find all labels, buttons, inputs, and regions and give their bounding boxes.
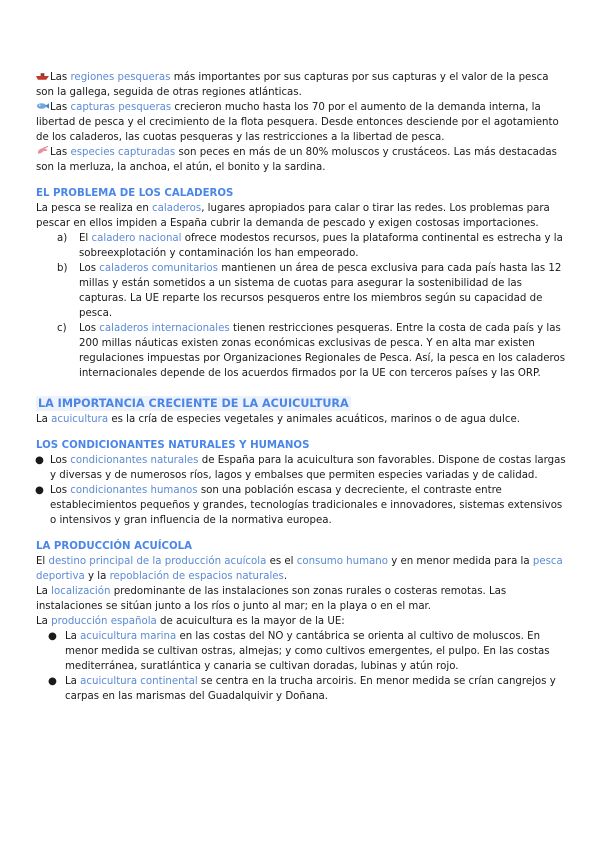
intro-paragraph-especies: Las especies capturadas son peces en más de un 80% moluscos y crustáceos. Las más destacadas son la merluza, la anchoa, el atún, el bonito y la sardina. xyxy=(36,147,557,173)
term-caladeros: caladeros xyxy=(152,203,202,214)
list-item: ● La acuicultura continental se centra en la trucha arcoiris. En menor medida se crían cangrejos y carpas en las marismas del Guadalquivir y Doñana. xyxy=(48,676,556,702)
heading-produccion-acuicola: LA PRODUCCIÓN ACUÍCOLA xyxy=(36,541,193,552)
bullet-dot: ● xyxy=(35,485,44,496)
term-repoblacion: repoblación de espacios naturales xyxy=(109,571,284,582)
term-localizacion: localización xyxy=(51,586,111,597)
term-condicionantes-humanos: condicionantes humanos xyxy=(70,485,198,496)
bullet-dot: ● xyxy=(48,676,57,687)
term-acuicultura-marina: acuicultura marina xyxy=(80,631,177,642)
term-destino-principal: destino principal de la producción acuícola xyxy=(48,556,267,567)
term-acuicultura-continental: acuicultura continental xyxy=(80,676,198,687)
intro-paragraph-capturas: Las capturas pesqueras crecieron mucho hasta los 70 por el aumento de la demanda interna, la libertad de pesca y el crecimiento de la flota pesquera. Desde entonces desciende por el agotamiento de los caladeros, las cuotas pesqueras y las restricciones a la libertad de pesca. xyxy=(36,102,559,143)
fishing-boat-icon xyxy=(36,71,49,81)
produccion-localizacion: La localización predominante de las instalaciones son zonas rurales o costeras remotas. Las instalaciones se sitúan junto a los ríos o junto al mar; en la playa o en el mar. xyxy=(36,586,507,612)
list-item: ● Los condicionantes humanos son una población escasa y decreciente, el contraste entre establecimientos pequeños y grandes, tecnologías tradicionales e innovadores, sistemas extensivos o intensivos y gran influencia de la normativa europea. xyxy=(35,485,563,526)
list-item: ● La acuicultura marina en las costas del NO y cantábrica se orienta al cultivo de moluscos. En menor medida se cultivan ostras, almejas; y como cultivos emergentes, el pulpo. En las costas mediterránea, suratlántica y canaria se cultivan doradas, lubinas y atún rojo. xyxy=(48,631,550,672)
term-especies-capturadas: especies capturadas xyxy=(70,147,176,158)
term-regiones-pesqueras: regiones pesqueras xyxy=(70,72,171,83)
caladeros-list xyxy=(36,231,568,381)
term-condicionantes-naturales: condicionantes naturales xyxy=(70,455,199,466)
produccion-espanola: La producción española de acuicultura es la mayor de la UE: xyxy=(36,616,345,627)
condicionantes-list xyxy=(36,453,568,528)
fish-icon xyxy=(36,101,49,111)
produccion-destino: El destino principal de la producción acuícola es el consumo humano y en menor medida para la pesca deportiva y la repoblación de espacios naturales. xyxy=(36,556,563,582)
term-capturas-pesqueras: capturas pesqueras xyxy=(70,102,172,113)
term-caladeros-comunitarios: caladeros comunitarios xyxy=(99,263,218,274)
caladeros-intro: La pesca se realiza en caladeros, lugares apropiados para calar o tirar las redes. Los problemas para pescar en ellos impiden a España cubrir la demanda de pescado y exigen costosas importaciones. xyxy=(36,203,550,229)
heading-condicionantes: LOS CONDICIONANTES NATURALES Y HUMANOS xyxy=(36,440,310,451)
list-marker: b) xyxy=(57,263,68,274)
term-pesca-deportiva: pesca deportiva xyxy=(36,556,563,582)
term-caladero-nacional: caladero nacional xyxy=(91,233,182,244)
term-caladeros-internacionales: caladeros internacionales xyxy=(99,323,230,334)
intro-paragraph-regiones: Las regiones pesqueras más importantes por sus capturas por sus capturas y el valor de la pesca son la gallega, seguida de otras regiones atlánticas. xyxy=(36,72,549,98)
produccion-list xyxy=(36,629,568,704)
term-acuicultura: acuicultura xyxy=(51,414,109,425)
list-marker: c) xyxy=(57,323,67,334)
list-item: ● Los condicionantes naturales de España para la acuicultura son favorables. Dispone de costas largas y diversas y de numerosos ríos, lagos y embalses que permiten especies variadas y de calidad. xyxy=(35,455,566,481)
list-marker: a) xyxy=(57,233,68,244)
list-item: a) El caladero nacional ofrece modestos recursos, pues la plataforma continental es estrecha y la sobreexplotación y contaminación los han empeorado. xyxy=(57,233,563,259)
heading-problema-caladeros: EL PROBLEMA DE LOS CALADEROS xyxy=(36,188,234,199)
list-item: c) Los caladeros internacionales tienen restricciones pesqueras. Entre la costa de cada país y las 200 millas náuticas existen zonas económicas exclusivas de pesca. Y en alta mar existen regulaciones impuestas por Organizaciones Regionales de Pesca. Así, la pesca en los caladeros internacionales depende de los acuerdos firmados por la UE con terceros países y las ORP. xyxy=(57,323,566,379)
acuicultura-intro: La acuicultura es la cría de especies vegetales y animales acuáticos, marinos o de agua dulce. xyxy=(36,414,520,425)
bullet-dot: ● xyxy=(48,631,57,642)
term-consumo-humano: consumo humano xyxy=(296,556,388,567)
bullet-dot: ● xyxy=(35,455,44,466)
list-item: b) Los caladeros comunitarios mantienen un área de pesca exclusiva para cada país hasta las 12 millas y están sometidos a un sistema de cuotas para asegurar la sostenibilidad de las capturas. La UE reparte los recursos pesqueros entre los miembros según su capacidad de pesca. xyxy=(57,263,562,319)
document-content xyxy=(36,70,568,704)
term-produccion-espanola: producción española xyxy=(51,616,157,627)
shrimp-icon xyxy=(36,146,49,156)
heading-importancia-acuicultura: LA IMPORTANCIA CRECIENTE DE LA ACUICULTURA xyxy=(38,397,349,410)
